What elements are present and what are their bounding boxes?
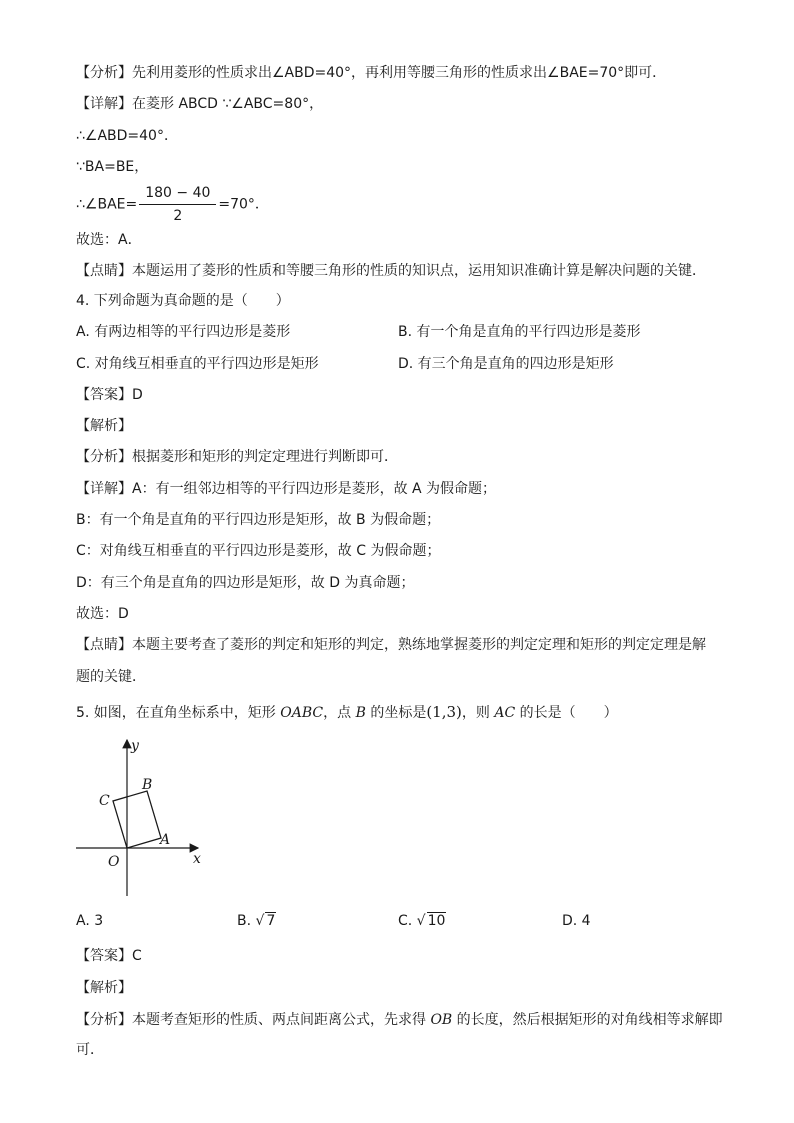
q4-option-a: A. 有两边相等的平行四边形是菱形: [76, 324, 291, 340]
q5-text-5: 的长是（ ）: [515, 705, 618, 721]
label-o: O: [108, 854, 120, 870]
label-c: C: [99, 793, 110, 809]
q4-analysis: 【分析】根据菱形和矩形的判定定理进行判断即可．: [76, 449, 398, 465]
q5-answer: 【答案】C: [76, 948, 142, 964]
q5-option-c-radicand: 10: [427, 913, 446, 929]
q4-option-b: B. 有一个角是直角的平行四边形是菱形: [398, 324, 641, 340]
q5-text-1: 5. 如图，在直角坐标系中，矩形: [76, 705, 281, 721]
answer-choice-q3: 故选：A．: [76, 232, 142, 248]
solution-step-1: ∴∠ABD=40°．: [76, 128, 178, 144]
q4-option-d: D. 有三个角是直角的四边形是矩形: [398, 356, 614, 372]
q5-segment-ob: OB: [430, 1012, 453, 1028]
fraction: [139, 184, 216, 225]
q5-option-c: C. √ 10: [398, 913, 446, 929]
question-5-stem: [76, 702, 618, 723]
q5-analysis: [76, 1010, 723, 1030]
solution-analysis-q3: 【分析】先利用菱形的性质求出∠ABD=40°，再利用等腰三角形的性质求出∠BAE=70°即可．: [76, 65, 667, 81]
label-a: A: [160, 832, 171, 848]
q5-text-3: 的坐标是: [365, 705, 427, 721]
label-b: B: [142, 777, 153, 793]
q5-text-2: ，点: [323, 705, 356, 721]
q4-choice: 故选：D: [76, 606, 129, 622]
q5-option-d: D. 4: [562, 913, 591, 929]
q5-explanation-heading: 【解析】: [76, 980, 132, 996]
step-prefix: ∴∠BAE=: [76, 196, 138, 213]
question-4-stem: 4. 下列命题为真命题的是（ ）: [76, 293, 290, 309]
q5-segment-ac: AC: [494, 705, 516, 721]
q4-detail-c: C：对角线互相垂直的平行四边形是菱形，故 C 为假命题；: [76, 543, 441, 559]
solution-detail-q3: 【详解】在菱形 ABCD ∵∠ABC=80°，: [76, 96, 324, 112]
q4-answer: 【答案】D: [76, 387, 143, 403]
step-suffix: =70°．: [218, 196, 269, 213]
figure-svg: [72, 734, 212, 900]
q5-analysis-cont: 可．: [76, 1042, 104, 1058]
rectangle-oabc: [113, 791, 161, 848]
q5-analysis-2: 的长度，然后根据矩形的对角线相等求解即: [452, 1012, 723, 1028]
solution-step-2: ∵BA=BE，: [76, 159, 149, 175]
q5-option-b-label: B.: [237, 913, 252, 929]
q5-point-b: B: [355, 705, 366, 721]
q4-detail-a: 【详解】A：有一组邻边相等的平行四边形是菱形，故 A 为假命题；: [76, 481, 497, 497]
q4-detail-d: D：有三个角是直角的四边形是矩形，故 D 为真命题；: [76, 575, 415, 591]
coordinate-figure: [72, 734, 212, 900]
q5-option-c-label: C.: [398, 913, 413, 929]
q4-detail-b: B：有一个角是直角的平行四边形是矩形，故 B 为假命题；: [76, 512, 441, 528]
q5-analysis-1: 【分析】本题考查矩形的性质、两点间距离公式，先求得: [76, 1012, 431, 1028]
comment-q3: 【点睛】本题运用了菱形的性质和等腰三角形的性质的知识点，运用知识准确计算是解决问题的关键．: [76, 263, 706, 279]
fraction-denominator: 2: [173, 208, 183, 224]
q4-comment: 【点睛】本题主要考查了菱形的判定和矩形的判定，熟练地掌握菱形的判定定理和矩形的判定定理是解: [76, 637, 706, 653]
q5-option-b-radicand: 7: [266, 913, 276, 929]
q5-text-4: ，则: [461, 705, 495, 721]
q5-rect-name: OABC: [280, 705, 324, 721]
fraction-numerator: 180 − 40: [139, 184, 216, 205]
q5-option-b: B. √ 7: [237, 913, 276, 929]
solution-step-3: [76, 184, 269, 225]
q4-comment-cont: 题的关键．: [76, 669, 146, 685]
q4-option-c: C. 对角线互相垂直的平行四边形是矩形: [76, 356, 319, 372]
q4-explanation-heading: 【解析】: [76, 418, 132, 434]
q5-option-a: A. 3: [76, 913, 104, 929]
q5-coordinate: (1,3): [426, 703, 462, 721]
label-y: y: [131, 738, 139, 754]
label-x: x: [193, 851, 201, 867]
